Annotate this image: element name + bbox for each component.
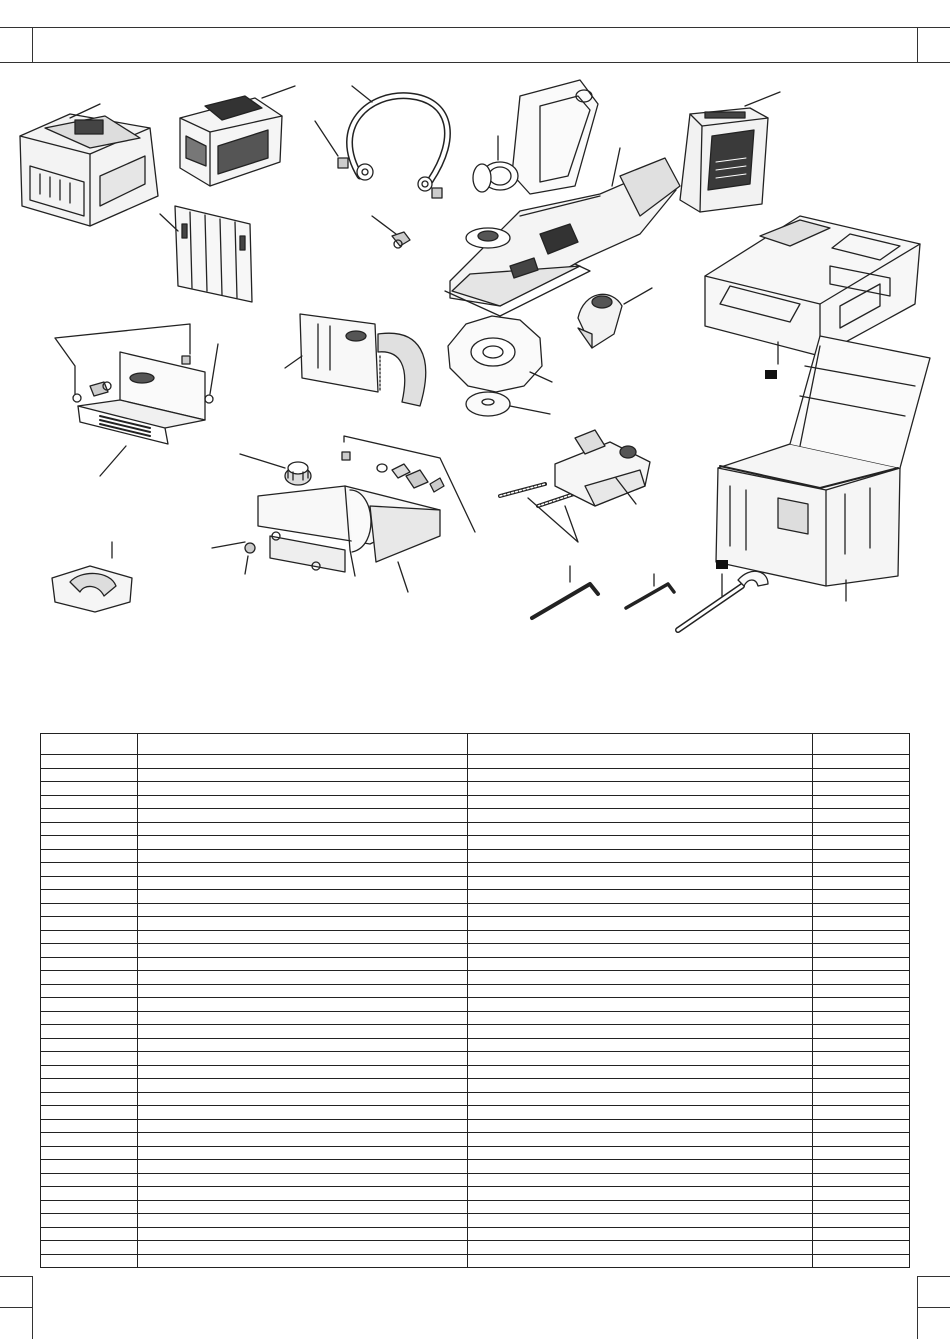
table-cell [138, 809, 468, 823]
corner-mark-right-bottom [917, 1307, 950, 1308]
table-cell [813, 1214, 910, 1228]
table-cell [138, 903, 468, 917]
table-cell [138, 822, 468, 836]
table-cell [468, 782, 813, 796]
table-row [41, 1214, 910, 1228]
adjusting-knob-illustration [285, 462, 311, 485]
leader-clip [372, 216, 396, 234]
leader-springs [528, 498, 578, 542]
table-cell [813, 782, 910, 796]
leader-dust-port [624, 288, 652, 304]
table-cell [138, 930, 468, 944]
table-row [41, 782, 910, 796]
table-cell [138, 1227, 468, 1241]
leader-battery-compact [745, 92, 780, 106]
table-cell [138, 1200, 468, 1214]
table-cell [41, 1200, 138, 1214]
table-cell [138, 1065, 468, 1079]
table-cell [813, 1146, 910, 1160]
leader-cutter-disc [530, 372, 552, 382]
table-cell [813, 1065, 910, 1079]
table-cell [813, 984, 910, 998]
pin-wrench-illustration [678, 571, 768, 630]
table-cell [138, 1011, 468, 1025]
table-cell [468, 1214, 813, 1228]
table-row [41, 1052, 910, 1066]
header-cell-col4 [813, 734, 910, 755]
table-cell [468, 1146, 813, 1160]
header-bottom-rule [0, 62, 950, 63]
table-row [41, 1106, 910, 1120]
table-cell [468, 1025, 813, 1039]
table-cell [138, 890, 468, 904]
table-cell [468, 1011, 813, 1025]
table-cell [41, 984, 138, 998]
table-cell [468, 1241, 813, 1255]
table-cell [468, 768, 813, 782]
table-row [41, 890, 910, 904]
table-cell [468, 1106, 813, 1120]
table-cell [41, 1146, 138, 1160]
table-row [41, 944, 910, 958]
table-cell [138, 1092, 468, 1106]
table-cell [138, 1214, 468, 1228]
parts-table-body [41, 734, 910, 1268]
table-row [41, 1133, 910, 1147]
hex-key-large-illustration [532, 584, 598, 618]
table-cell [468, 890, 813, 904]
table-row [41, 957, 910, 971]
table-cell [41, 755, 138, 769]
table-cell [41, 1092, 138, 1106]
corner-mark-left-bottom [0, 1307, 33, 1308]
table-cell [138, 1173, 468, 1187]
table-cell [468, 1038, 813, 1052]
leader-shim [510, 406, 550, 414]
table-cell [41, 1173, 138, 1187]
table-cell [468, 1160, 813, 1174]
table-cell [468, 1119, 813, 1133]
case-insert-illustration [705, 216, 920, 356]
support-base-illustration [52, 566, 132, 612]
table-cell [138, 1254, 468, 1268]
table-cell [813, 1092, 910, 1106]
table-cell [138, 836, 468, 850]
table-cell [138, 849, 468, 863]
header-left-divider [32, 27, 33, 63]
systainer-case-illustration [716, 336, 930, 586]
table-cell [41, 822, 138, 836]
table-cell [41, 917, 138, 931]
table-cell [813, 849, 910, 863]
table-cell [468, 984, 813, 998]
table-cell [468, 836, 813, 850]
table-cell [41, 1241, 138, 1255]
table-cell [813, 1106, 910, 1120]
header-right-divider [917, 27, 918, 63]
cutter-disc-illustration [448, 316, 542, 392]
table-row [41, 1065, 910, 1079]
table-cell [41, 1187, 138, 1201]
table-cell [468, 957, 813, 971]
table-cell [813, 1200, 910, 1214]
slide-guide-illustration [175, 206, 252, 302]
table-cell [138, 1146, 468, 1160]
table-cell [468, 822, 813, 836]
dust-port-illustration [578, 294, 622, 348]
carriage-fasteners-illustration [342, 452, 444, 492]
table-row [41, 1200, 910, 1214]
table-cell [41, 1214, 138, 1228]
table-cell [138, 971, 468, 985]
table-cell [41, 971, 138, 985]
table-cell [41, 1133, 138, 1147]
charger-illustration [20, 114, 158, 226]
table-cell [138, 944, 468, 958]
table-cell [468, 1187, 813, 1201]
table-row [41, 1227, 910, 1241]
leader-handle [352, 86, 372, 102]
table-cell [41, 957, 138, 971]
table-cell [138, 768, 468, 782]
table-cell [138, 1106, 468, 1120]
table-cell [41, 863, 138, 877]
leader-knob [240, 454, 285, 468]
table-cell [138, 755, 468, 769]
leader-screw-bottom [245, 556, 248, 574]
table-cell [813, 755, 910, 769]
table-cell [138, 998, 468, 1012]
table-row [41, 849, 910, 863]
table-cell [813, 1227, 910, 1241]
table-cell [468, 1227, 813, 1241]
table-cell [813, 930, 910, 944]
table-cell [41, 876, 138, 890]
table-cell [468, 795, 813, 809]
table-cell [468, 1065, 813, 1079]
table-cell [813, 1241, 910, 1255]
table-cell [468, 863, 813, 877]
table-cell [468, 1079, 813, 1093]
table-cell [41, 795, 138, 809]
table-cell [41, 903, 138, 917]
table-cell [813, 876, 910, 890]
table-cell [468, 809, 813, 823]
table-cell [813, 1187, 910, 1201]
table-row [41, 1146, 910, 1160]
table-row [41, 1011, 910, 1025]
table-cell [468, 1092, 813, 1106]
table-cell [813, 1119, 910, 1133]
table-cell [813, 1079, 910, 1093]
leader-charger [70, 104, 100, 118]
table-cell [813, 903, 910, 917]
table-row [41, 809, 910, 823]
shim-washer-illustration [466, 392, 510, 416]
corner-mark-left-top [0, 1276, 33, 1277]
parts-list-table [40, 733, 910, 1268]
table-row [41, 836, 910, 850]
table-cell [813, 768, 910, 782]
table-row [41, 755, 910, 769]
marker-square-1 [765, 370, 777, 379]
table-cell [813, 890, 910, 904]
table-cell [813, 1173, 910, 1187]
table-row [41, 984, 910, 998]
table-row [41, 795, 910, 809]
table-cell [468, 998, 813, 1012]
table-cell [138, 1133, 468, 1147]
table-row [41, 1092, 910, 1106]
table-cell [138, 1079, 468, 1093]
table-row [41, 1241, 910, 1255]
table-cell [41, 1160, 138, 1174]
table-row [41, 971, 910, 985]
table-row [41, 1119, 910, 1133]
table-row [41, 917, 910, 931]
leader-battery-large [262, 86, 295, 98]
table-row [41, 1173, 910, 1187]
table-cell [468, 971, 813, 985]
leader-fence-screw [210, 344, 218, 394]
battery-compact-illustration [680, 108, 768, 212]
table-cell [138, 1025, 468, 1039]
table-cell [813, 1052, 910, 1066]
header-cell-col2 [138, 734, 468, 755]
table-cell [468, 917, 813, 931]
table-cell [138, 1119, 468, 1133]
table-header-row [41, 734, 910, 755]
table-cell [813, 1038, 910, 1052]
leader-handle-screw [315, 121, 338, 156]
table-row [41, 903, 910, 917]
table-cell [813, 836, 910, 850]
table-row [41, 768, 910, 782]
table-cell [41, 809, 138, 823]
table-row [41, 863, 910, 877]
hex-key-small-illustration [626, 584, 674, 608]
table-cell [138, 917, 468, 931]
table-cell [138, 863, 468, 877]
table-row [41, 1187, 910, 1201]
table-cell [468, 1173, 813, 1187]
carriage-frame-illustration [245, 486, 440, 576]
parts-exploded-view [0, 66, 950, 726]
dust-hood-illustration [473, 80, 598, 194]
table-cell [468, 944, 813, 958]
table-cell [41, 1254, 138, 1268]
table-cell [138, 876, 468, 890]
table-cell [468, 903, 813, 917]
leader-angle-guide [285, 356, 302, 368]
table-cell [468, 1052, 813, 1066]
table-cell [41, 890, 138, 904]
fence-plate-illustration [73, 352, 213, 444]
table-cell [41, 768, 138, 782]
table-cell [468, 1200, 813, 1214]
table-cell [468, 1133, 813, 1147]
table-cell [138, 1241, 468, 1255]
table-cell [813, 822, 910, 836]
table-cell [138, 957, 468, 971]
leader-carriage-frame [398, 562, 408, 592]
corner-mark-right-top [917, 1276, 950, 1277]
table-cell [813, 1011, 910, 1025]
table-cell [41, 836, 138, 850]
table-cell [813, 809, 910, 823]
table-cell [813, 1254, 910, 1268]
table-cell [813, 1133, 910, 1147]
table-cell [813, 795, 910, 809]
table-row [41, 930, 910, 944]
table-row [41, 876, 910, 890]
table-cell [138, 782, 468, 796]
table-cell [813, 944, 910, 958]
table-cell [138, 795, 468, 809]
table-cell [138, 984, 468, 998]
header-cell-col3 [468, 734, 813, 755]
table-row [41, 1079, 910, 1093]
battery-large-illustration [180, 96, 282, 186]
table-cell [41, 1025, 138, 1039]
table-cell [138, 1038, 468, 1052]
table-cell [813, 1160, 910, 1174]
table-row [41, 1254, 910, 1268]
table-cell [41, 998, 138, 1012]
table-cell [468, 755, 813, 769]
table-cell [41, 1052, 138, 1066]
table-cell [813, 863, 910, 877]
table-cell [468, 849, 813, 863]
table-cell [41, 849, 138, 863]
table-row [41, 1025, 910, 1039]
leader-grinder [612, 148, 620, 186]
table-cell [138, 1160, 468, 1174]
angle-guide-illustration [300, 314, 426, 406]
table-cell [41, 782, 138, 796]
table-cell [468, 930, 813, 944]
small-clip-illustration [392, 232, 410, 248]
table-row [41, 822, 910, 836]
leader-screw-left [212, 542, 245, 548]
table-cell [41, 1079, 138, 1093]
table-cell [41, 1011, 138, 1025]
table-cell [468, 1254, 813, 1268]
table-row [41, 1160, 910, 1174]
table-cell [813, 971, 910, 985]
table-cell [41, 1227, 138, 1241]
table-cell [138, 1187, 468, 1201]
table-row [41, 998, 910, 1012]
table-cell [41, 1038, 138, 1052]
marker-square-2 [716, 560, 728, 569]
table-cell [41, 1106, 138, 1120]
header-top-rule [0, 27, 950, 28]
table-cell [41, 1065, 138, 1079]
leader-fence-plate [100, 446, 126, 476]
table-cell [813, 1025, 910, 1039]
table-cell [813, 998, 910, 1012]
table-cell [138, 1052, 468, 1066]
table-cell [41, 1119, 138, 1133]
table-cell [813, 957, 910, 971]
table-row [41, 1038, 910, 1052]
table-cell [41, 944, 138, 958]
table-cell [813, 917, 910, 931]
header-cell-col1 [41, 734, 138, 755]
table-cell [468, 876, 813, 890]
carry-handle-illustration [338, 96, 447, 198]
table-cell [41, 930, 138, 944]
